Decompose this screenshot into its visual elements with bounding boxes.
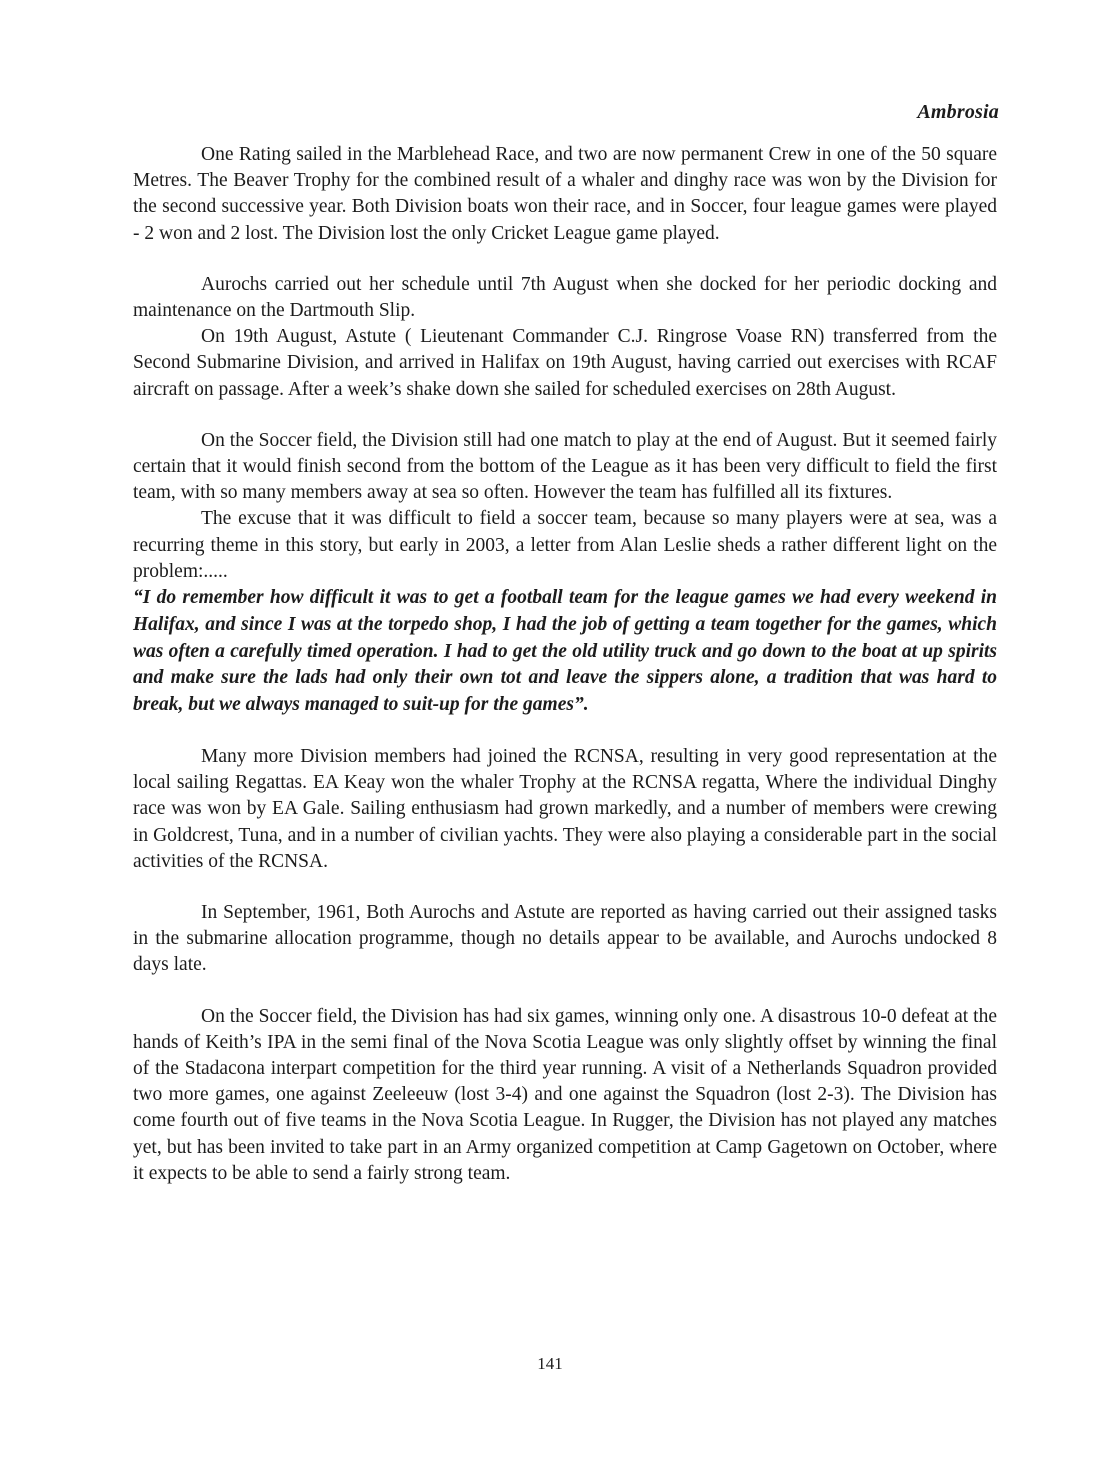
running-header-title: Ambrosia — [917, 101, 999, 123]
paragraph-september-1961: In September, 1961, Both Aurochs and Astute are reported as having carried out their assigned tasks in the submarine allocation programme, though no details appear to be available, and Aurochs undocked 8 days late. — [133, 902, 997, 976]
paragraph-sailing-results: One Rating sailed in the Marblehead Race, and two are now permanent Crew in one of the 50 square Metres. The Beaver Trophy for the combined result of a whaler and dinghy race was won by the Division for the second successive year. Both Division boats won their race, and in Soccer, four league games were played - 2 won and 2 lost. The Division lost the only Cricket League game played. — [133, 144, 997, 244]
body-text — [133, 142, 997, 1187]
paragraph-astute-transfer: On 19th August, Astute ( Lieutenant Commander C.J. Ringrose Voase RN) transferred from the Second Submarine Division, and arrived in Halifax on 19th August, having carried out exercises with RCAF aircraft on passage. After a week’s shake down she sailed for scheduled exercises on 28th August. — [133, 326, 997, 400]
paragraph-soccer-excuse: The excuse that it was difficult to field a soccer team, because so many players were at sea, was a recurring theme in this story, but early in 2003, a letter from Alan Leslie sheds a rather different light on the problem:..... — [133, 508, 997, 582]
paragraph-soccer-august: On the Soccer field, the Division still had one match to play at the end of August. But it seemed fairly certain that it would finish second from the bottom of the League as it has been very difficult to field the first team, with so many members away at sea so often. However the team has fulfilled all its fixtures. — [133, 429, 997, 504]
paragraph-soccer-rugger: On the Soccer field, the Division has had six games, winning only one. A disastrous 10-0 defeat at the hands of Keith’s IPA in the semi final of the Nova Scotia League was only slightly offset by winning the final of the Stadacona interpart competition for the third year running. A visit of a Netherlands Squadron provided two more games, one against Zeeleeuw (lost 3-4) and one against the Squadron (lost 2-3). The Division has come fourth out of five teams in the Nova Scotia League. In Rugger, the Division has not played any matches yet, but has been invited to take part in an Army organized competition at Camp Gagetown on October, where it expects to be able to send a fairly strong team. — [133, 1005, 997, 1184]
paragraph-aurochs-docking: Aurochs carried out her schedule until 7th August when she docked for her periodic docking and maintenance on the Dartmouth Slip. — [133, 273, 997, 322]
page-number: 141 — [537, 1354, 563, 1373]
quote-alan-leslie: “I do remember how difficult it was to get a football team for the league games we had every weekend in Halifax, and since I was at the torpedo shop, I had the job of getting a team together for the games, which was often a carefully timed operation. I had to get the old utility truck and go down to the boat at up spirits and make sure the lads had only their own tot and leave the sippers alone, a tradition that was hard to break, but we always managed to suit-up for the games”. — [133, 587, 997, 716]
paragraph-rcnsa-sailing: Many more Division members had joined the RCNSA, resulting in very good representation at the local sailing Regattas. EA Keay won the whaler Trophy at the RCNSA regatta, Where the individual Dinghy race was won by EA Gale. Sailing enthusiasm had grown markedly, and a number of members were crewing in Goldcrest, Tuna, and in a number of civilian yachts. They were also playing a considerable part in the social activities of the RCNSA. — [133, 746, 997, 872]
